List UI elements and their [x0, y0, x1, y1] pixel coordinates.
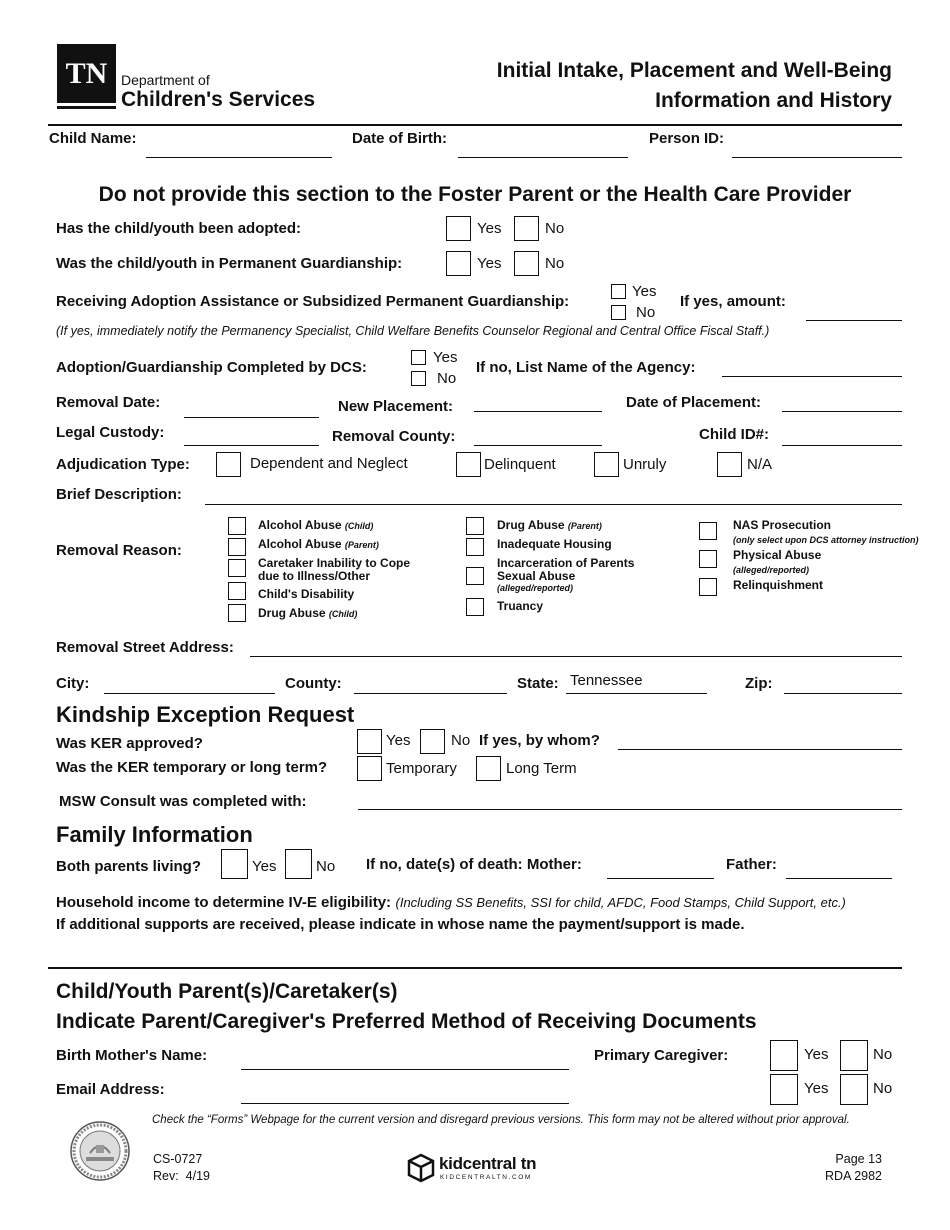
form-rev: Rev: 4/19: [153, 1169, 210, 1183]
reason-physical-note: (alleged/reported): [733, 565, 810, 575]
ker-long-term-label: Long Term: [506, 760, 577, 777]
reason-physical-checkbox[interactable]: [699, 550, 717, 568]
street-address-label: Removal Street Address:: [56, 639, 234, 656]
reason-relinquishment-label: Relinquishment: [733, 578, 824, 592]
reason-housing-label: Inadequate Housing: [497, 537, 612, 551]
reason-alcohol-child-checkbox[interactable]: [228, 517, 246, 535]
parents-heading: Child/Youth Parent(s)/Caretaker(s): [56, 980, 398, 1003]
reason-disability-label: Child's Disability: [258, 587, 355, 601]
section-rule: [48, 967, 902, 969]
date-of-placement-field[interactable]: [782, 411, 902, 412]
city-label: City:: [56, 675, 90, 692]
reason-alcohol-parent-note: (Parent): [344, 540, 379, 550]
child-name-field[interactable]: [146, 157, 332, 158]
reason-drug-parent-label: [497, 518, 602, 532]
reason-sexual-checkbox[interactable]: [466, 567, 484, 585]
tn-logo-text: TN: [65, 57, 108, 90]
parents-living-yes-label: Yes: [252, 858, 277, 875]
email-no-checkbox[interactable]: [840, 1074, 868, 1105]
reason-incarceration-label: Incarceration of Parents: [497, 556, 635, 570]
adj-na-checkbox[interactable]: [717, 452, 742, 477]
email-field[interactable]: [241, 1103, 569, 1104]
amount-field[interactable]: [806, 320, 902, 321]
assistance-question: Receiving Adoption Assistance or Subsidized Permanent Guardianship:: [56, 293, 570, 310]
adj-na-label: N/A: [747, 456, 773, 473]
kinship-heading: Kindship Exception Request: [56, 702, 355, 727]
guardianship-question: Was the child/youth in Permanent Guardianship:: [56, 255, 403, 272]
legal-custody-field[interactable]: [184, 445, 319, 446]
guardianship-no-label: No: [545, 255, 565, 272]
reason-alcohol-child-label: [258, 518, 373, 532]
email-label: Email Address:: [56, 1081, 165, 1098]
rda-number: RDA 2982: [825, 1169, 882, 1183]
death-mother-label: If no, date(s) of death: Mother:: [366, 856, 582, 873]
removal-date-field[interactable]: [184, 417, 319, 418]
completed-yes-label: Yes: [433, 349, 458, 366]
ker-approved-no-checkbox[interactable]: [420, 729, 445, 754]
msw-field[interactable]: [358, 809, 902, 810]
adj-unruly-checkbox[interactable]: [594, 452, 619, 477]
adopted-yes-checkbox[interactable]: [446, 216, 471, 241]
ker-approved-no-label: No: [451, 732, 471, 749]
parents-living-yes-checkbox[interactable]: [221, 849, 248, 879]
reason-housing-checkbox[interactable]: [466, 538, 484, 556]
birth-mother-label: Birth Mother's Name:: [56, 1047, 208, 1064]
zip-field[interactable]: [784, 693, 902, 694]
form-number: CS-0727: [153, 1152, 203, 1166]
dob-field[interactable]: [458, 157, 628, 158]
assistance-note: (If yes, immediately notify the Permanency Specialist, Child Welfare Benefits Counselor Regional and Central Office Fiscal Staff.): [56, 324, 770, 338]
email-yes-checkbox[interactable]: [770, 1074, 798, 1105]
reason-drug-child-note: (Child): [328, 609, 358, 619]
dob-label: Date of Birth:: [352, 130, 447, 147]
removal-county-label: Removal County:: [332, 428, 456, 445]
footer-disclaimer: Check the “Forms” Webpage for the current version and disregard previous versions. This form may not be altered without prior approval.: [152, 1114, 850, 1126]
completed-no-label: No: [437, 370, 457, 387]
county-field[interactable]: [354, 693, 507, 694]
income-label: Household income to determine IV-E eligibility:: [56, 894, 392, 911]
child-id-field[interactable]: [782, 445, 902, 446]
supports-text: If additional supports are received, please indicate in whose name the payment/support is made.: [56, 916, 745, 933]
adj-dependent-label: Dependent and Neglect: [250, 455, 408, 472]
reason-nas-note: (only select upon DCS attorney instruction): [733, 535, 919, 545]
ker-temporary-label: Temporary: [386, 760, 457, 777]
zip-label: Zip:: [745, 675, 773, 692]
guardianship-yes-label: Yes: [477, 255, 502, 272]
date-of-placement-label: Date of Placement:: [626, 394, 762, 411]
parents-living-no-label: No: [316, 858, 336, 875]
reason-sexual-note: (alleged/reported): [497, 583, 574, 593]
adj-dependent-checkbox[interactable]: [216, 452, 241, 477]
reason-drug-child-checkbox[interactable]: [228, 604, 246, 622]
reason-drug-parent-text: Drug Abuse: [497, 518, 565, 532]
reason-sexual-label: Sexual Abuse: [497, 569, 576, 583]
father-field[interactable]: [786, 878, 892, 879]
assistance-no-checkbox[interactable]: [611, 305, 626, 320]
guardianship-yes-checkbox[interactable]: [446, 251, 471, 276]
agency-field[interactable]: [722, 376, 902, 377]
completed-question: Adoption/Guardianship Completed by DCS:: [56, 359, 367, 376]
brief-description-label: Brief Description:: [56, 486, 182, 503]
reason-truancy-label: Truancy: [497, 599, 544, 613]
by-whom-label: If yes, by whom?: [479, 732, 600, 749]
assistance-no-label: No: [636, 304, 656, 321]
county-label: County:: [285, 675, 342, 692]
reason-truancy-checkbox[interactable]: [466, 598, 484, 616]
email-no-label: No: [873, 1080, 893, 1097]
state-field[interactable]: [566, 693, 707, 694]
section-warning: Do not provide this section to the Foster Parent or the Health Care Provider: [98, 183, 852, 206]
header-rule: [48, 124, 902, 126]
death-mother-field[interactable]: [607, 878, 714, 879]
adopted-question: Has the child/youth been adopted:: [56, 220, 302, 237]
child-id-label: Child ID#:: [699, 426, 769, 443]
reason-caretaker-label-1: Caretaker Inability to Cope: [258, 556, 411, 570]
dcs-logo: [57, 44, 327, 114]
reason-drug-child-label: [258, 606, 357, 620]
person-id-label: Person ID:: [649, 130, 725, 147]
ker-temporary-checkbox[interactable]: [357, 756, 382, 781]
birth-mother-field[interactable]: [241, 1069, 569, 1070]
reason-caretaker-label-2: due to Illness/Other: [258, 569, 371, 583]
reason-alcohol-child-note: (Child): [344, 521, 374, 531]
logo-name: Children's Services: [121, 88, 316, 111]
removal-date-label: Removal Date:: [56, 394, 161, 411]
state-label: State:: [517, 675, 559, 692]
reason-physical-label: Physical Abuse: [733, 548, 822, 562]
new-placement-field[interactable]: [474, 411, 602, 412]
legal-custody-label: Legal Custody:: [56, 424, 165, 441]
tn-logo-box: [57, 44, 116, 103]
amount-label: If yes, amount:: [680, 293, 786, 310]
adopted-no-checkbox[interactable]: [514, 216, 539, 241]
adopted-yes-label: Yes: [477, 220, 502, 237]
logo-dept: Department of: [121, 72, 210, 88]
primary-caregiver-yes-checkbox[interactable]: [770, 1040, 798, 1071]
adopted-no-label: No: [545, 220, 565, 237]
primary-caregiver-label: Primary Caregiver:: [594, 1047, 729, 1064]
father-label: Father:: [726, 856, 777, 873]
preferred-method-heading: Indicate Parent/Caregiver's Preferred Method of Receiving Documents: [56, 1010, 757, 1033]
person-id-field[interactable]: [732, 157, 902, 158]
reason-alcohol-parent-checkbox[interactable]: [228, 538, 246, 556]
completed-yes-checkbox[interactable]: [411, 350, 426, 365]
reason-nas-label: NAS Prosecution: [733, 518, 832, 532]
brief-description-field[interactable]: [205, 504, 902, 505]
state-seal-icon: [70, 1121, 130, 1181]
email-yes-label: Yes: [804, 1080, 829, 1097]
kidcentral-url: KIDCENTRALTN.COM: [440, 1174, 532, 1181]
reason-drug-parent-checkbox[interactable]: [466, 517, 484, 535]
ker-approved-question: Was KER approved?: [56, 735, 203, 752]
form-title-line2: Information and History: [655, 89, 892, 112]
kidcentral-text: kidcentral tn: [439, 1154, 537, 1173]
assistance-yes-checkbox[interactable]: [611, 284, 626, 299]
income-note: (Including SS Benefits, SSI for child, AFDC, Food Stamps, Child Support, etc.): [395, 895, 846, 910]
assistance-yes-label: Yes: [632, 283, 657, 300]
family-heading: Family Information: [56, 822, 253, 847]
reason-caretaker-checkbox[interactable]: [228, 559, 246, 577]
removal-reason-label: Removal Reason:: [56, 542, 182, 559]
by-whom-field[interactable]: [618, 749, 902, 750]
reason-relinquishment-checkbox[interactable]: [699, 578, 717, 596]
form-title: [497, 56, 892, 116]
agency-label: If no, List Name of the Agency:: [476, 359, 696, 376]
new-placement-label: New Placement:: [338, 398, 454, 415]
reason-disability-checkbox[interactable]: [228, 582, 246, 600]
logo-underline: [57, 106, 116, 109]
income-line: [56, 894, 846, 912]
ker-term-question: Was the KER temporary or long term?: [56, 759, 328, 776]
removal-county-field[interactable]: [474, 445, 602, 446]
parents-living-question: Both parents living?: [56, 858, 202, 875]
guardianship-no-checkbox[interactable]: [514, 251, 539, 276]
reason-alcohol-parent-label: [258, 537, 379, 551]
child-name-label: Child Name:: [49, 130, 137, 147]
primary-caregiver-yes-label: Yes: [804, 1046, 829, 1063]
reason-alcohol-child-text: Alcohol Abuse: [258, 518, 342, 532]
ker-approved-yes-checkbox[interactable]: [357, 729, 382, 754]
reason-nas-checkbox[interactable]: [699, 522, 717, 540]
reason-drug-child-text: Drug Abuse: [258, 606, 326, 620]
adj-delinquent-label: Delinquent: [484, 456, 556, 473]
adj-unruly-label: Unruly: [623, 456, 667, 473]
ker-long-term-checkbox[interactable]: [476, 756, 501, 781]
state-value[interactable]: Tennessee: [570, 672, 643, 689]
city-field[interactable]: [104, 693, 275, 694]
msw-label: MSW Consult was completed with:: [59, 793, 307, 810]
page-number: Page 13: [835, 1152, 882, 1166]
kidcentral-cube-icon: [406, 1153, 436, 1188]
adjudication-label: Adjudication Type:: [56, 456, 190, 473]
street-address-field[interactable]: [250, 656, 902, 657]
completed-no-checkbox[interactable]: [411, 371, 426, 386]
primary-caregiver-no-checkbox[interactable]: [840, 1040, 868, 1071]
reason-alcohol-parent-text: Alcohol Abuse: [258, 537, 342, 551]
kidcentral-logo: [406, 1153, 556, 1185]
parents-living-no-checkbox[interactable]: [285, 849, 312, 879]
primary-caregiver-no-label: No: [873, 1046, 893, 1063]
adj-delinquent-checkbox[interactable]: [456, 452, 481, 477]
ker-approved-yes-label: Yes: [386, 732, 411, 749]
reason-drug-parent-note: (Parent): [567, 521, 602, 531]
form-title-line1: Initial Intake, Placement and Well-Being: [496, 59, 892, 82]
